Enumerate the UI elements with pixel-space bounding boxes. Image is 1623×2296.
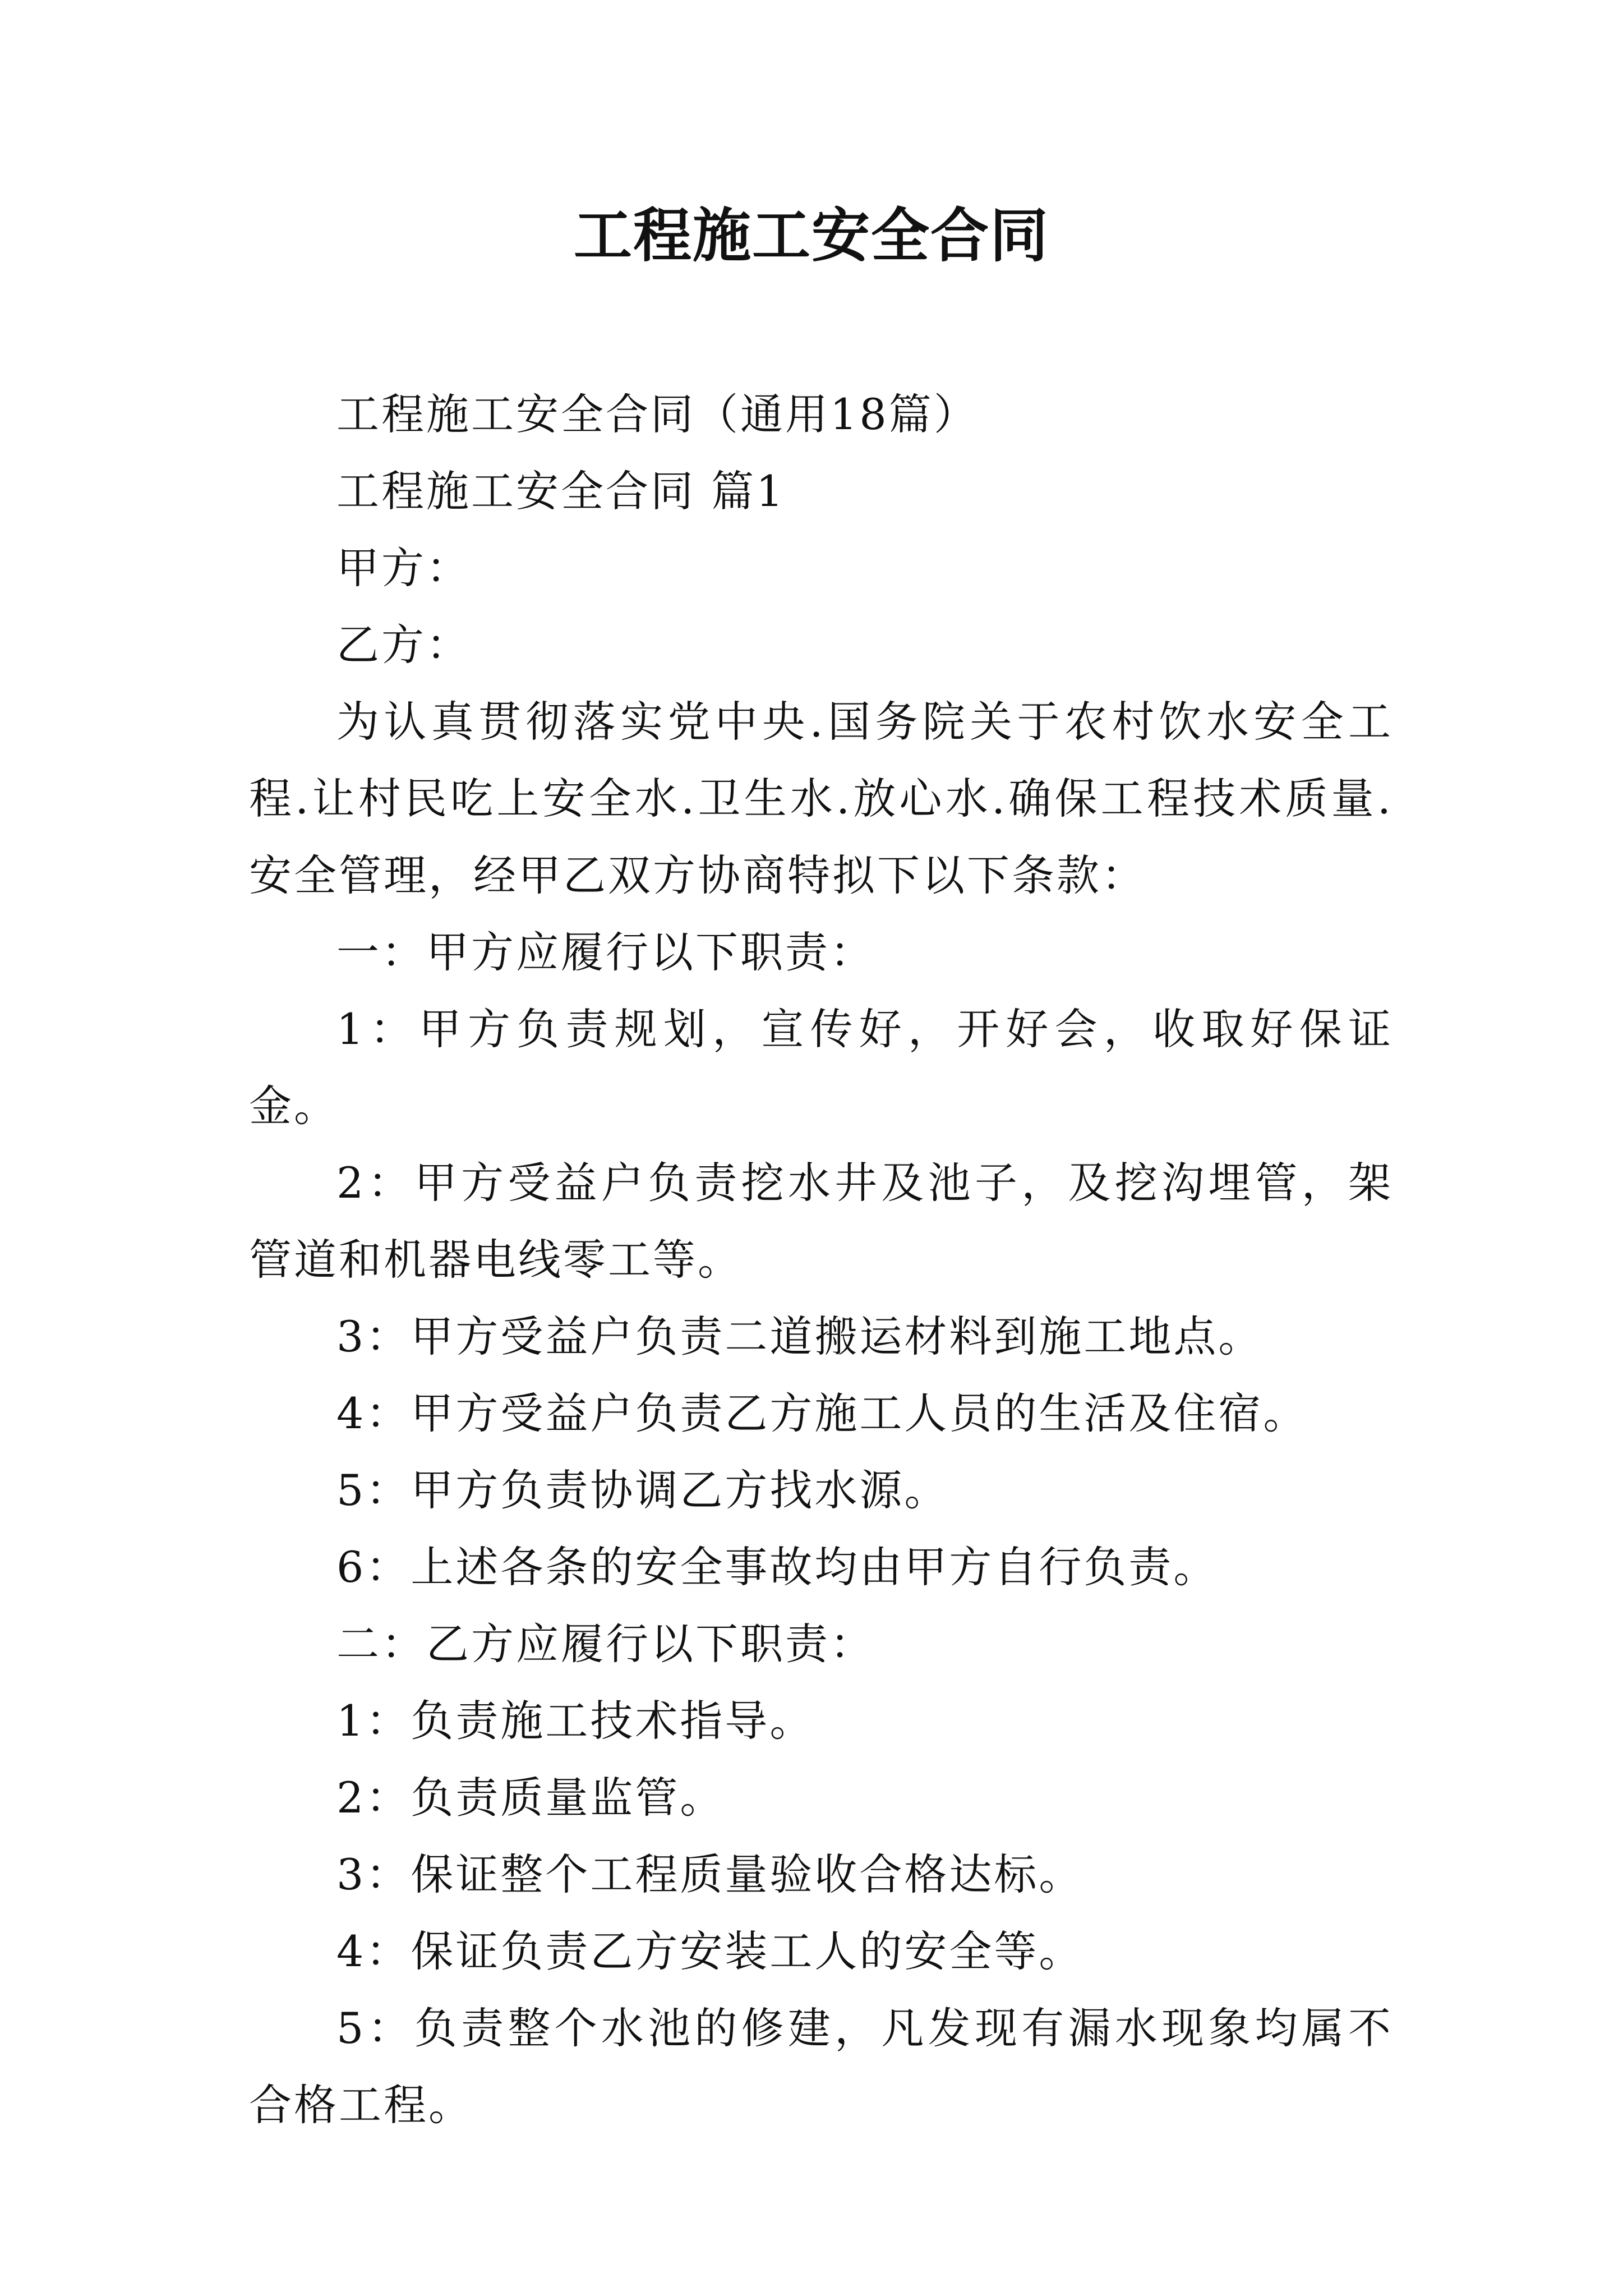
paragraph-party-a-duty-2: 2：甲方受益户负责挖水井及池子，及挖沟埋管，架管道和机器电线零工等。 [249,1158,1393,1285]
paragraph-subtitle: 工程施工安全合同（通用18篇） [336,389,979,439]
paragraph-party-b: 乙方： [336,620,471,670]
paragraph-party-a-duty-4: 4：甲方受益户负责乙方施工人员的生活及住宿。 [336,1388,1308,1438]
paragraph-party-b-duty-5: 5：负责整个水池的修建，凡发现有漏水现象均属不合格工程。 [249,2003,1393,2130]
paragraph-party-b-duty-4: 4：保证负责乙方安装工人的安全等。 [336,1926,1084,1976]
paragraph-party-a-duties-heading: 一：甲方应履行以下职责： [336,927,875,977]
paragraph-party-a: 甲方： [336,543,471,593]
paragraph-party-a-duty-1: 1：甲方负责规划，宣传好，开好会，收取好保证金。 [249,1004,1393,1131]
paragraph-party-b-duty-3: 3：保证整个工程质量验收合格达标。 [336,1849,1084,1899]
paragraph-party-a-duty-3: 3：甲方受益户负责二道搬运材料到施工地点。 [336,1312,1264,1361]
paragraph-party-a-duty-5: 5：甲方负责协调乙方找水源。 [336,1465,949,1515]
paragraph-preamble: 为认真贯彻落实党中央.国务院关于农村饮水安全工程.让村民吃上安全水.卫生水.放心水.确保工程技术质量.安全管理，经甲乙双方协商特拟下以下条款： [249,697,1393,900]
paragraph-party-a-duty-6: 6：上述各条的安全事故均由甲方自行负责。 [336,1542,1219,1592]
document-title: 工程施工安全合同 [573,201,1049,270]
document-body [249,376,1393,2143]
paragraph-party-b-duties-heading: 二：乙方应履行以下职责： [336,1619,875,1669]
paragraph-section-heading: 工程施工安全合同 篇1 [336,466,786,516]
paragraph-party-b-duty-1: 1：负责施工技术指导。 [336,1696,815,1746]
paragraph-party-b-duty-2: 2：负责质量监管。 [336,1773,725,1823]
